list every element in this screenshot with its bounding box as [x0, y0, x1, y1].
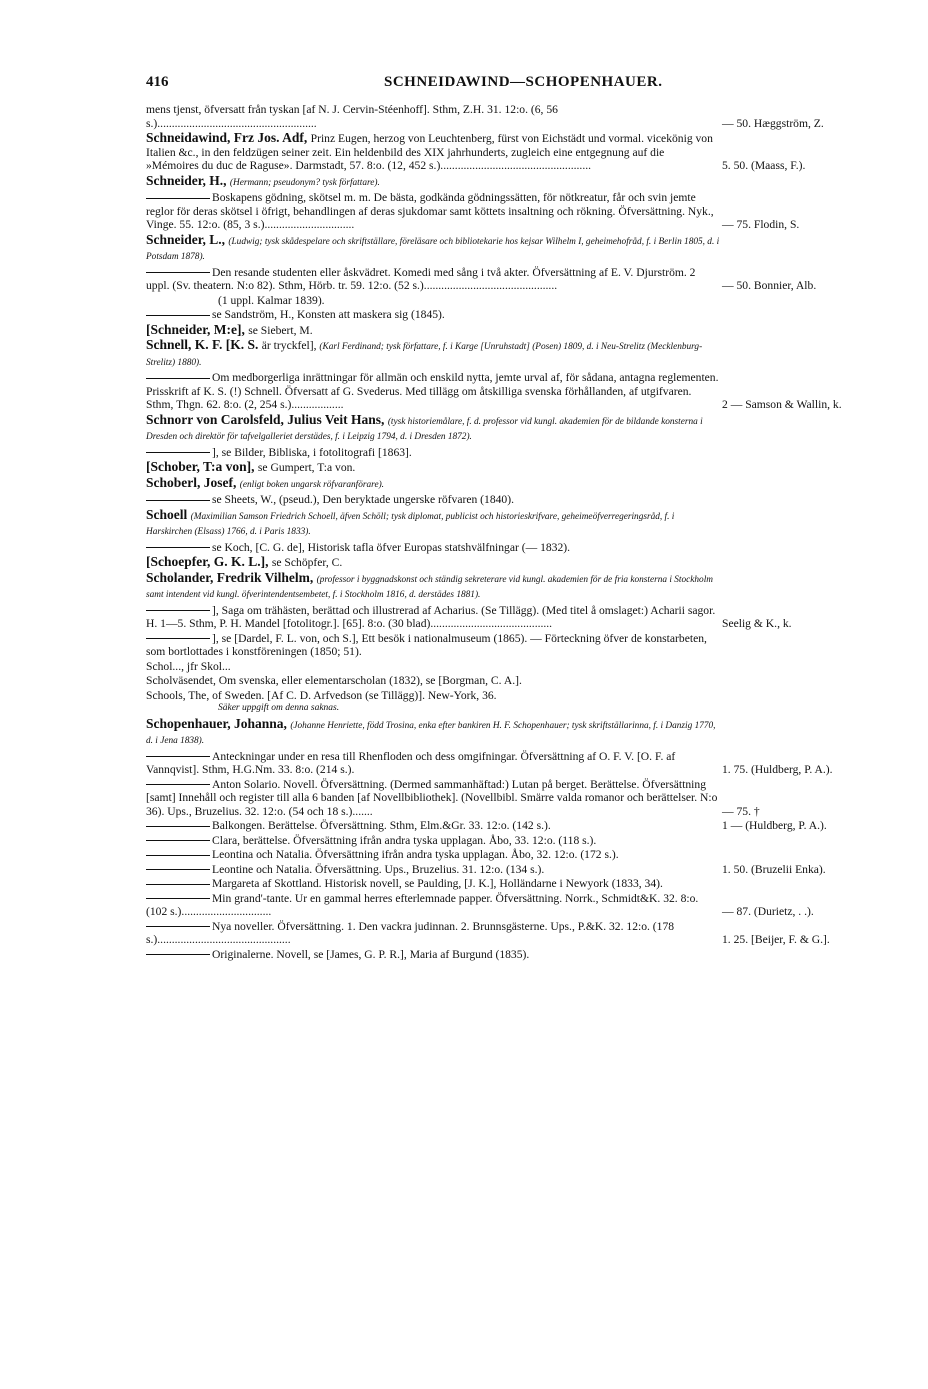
entry-text: se Sheets, W., (pseud.), Den beryktade ungerske röfvaren (1840). [212, 493, 514, 506]
catalog-entry [146, 920, 906, 947]
repeat-dash [146, 452, 210, 453]
catalog-entry [146, 571, 906, 603]
repeat-dash [146, 500, 210, 501]
repeat-dash [146, 198, 210, 199]
entry-text: Om medborgerliga inrättningar för allmän och enskild nytta, jemte urval af, för sådana, antagna reglementen. Prisskrift af K. S. (!) Schnell. Öfversatt af G. Svederus. Med tillägg om åtskilliga svenska förhållanden, af utgifvaren. Sthm, Thgn. 62. 8:o. (2, 254 s.).................. [146, 371, 719, 411]
entry-text: se Schöpfer, C. [271, 556, 343, 569]
entry-text: Leontine och Natalia. Öfversättning. Ups., Bruzelius. 31. 12:o. (134 s.). [212, 862, 545, 876]
price-publisher: — 87. (Durietz, . .). [722, 905, 814, 918]
repeat-dash [146, 954, 210, 955]
entry-text: ], se Bilder, Bibliska, i fotolitografi [1863]. [212, 445, 412, 459]
repeat-dash [146, 378, 210, 379]
entry-text: Anton Solario. Novell. Öfversättning. (Dermed sammanhäftad:) Lutan på berget. Berättelse. Öfversättning [samt] Innehåll och register till alla 6 banden [af Novellbibliothek]. (Novellbibl. Smärre valda romanor och berättelser. N:o 36). Ups., Bruzelius. 32. 12:o. (54 och 18 s.)....... [146, 777, 718, 818]
repeat-dash [146, 826, 210, 827]
repeat-dash [146, 756, 210, 757]
repeat-dash [146, 926, 210, 927]
repeat-dash [146, 547, 210, 548]
catalog-entry [146, 750, 906, 777]
entry-heading: Schneider, H., [146, 172, 230, 188]
entry-note: (Ludwig; tysk skådespelare och skriftställare, föreläsare och bibliotekarie hos kejsar Wilhelm I, geheimehofråd, f. i Berlin 1805, d. i Potsdam 1878). [146, 236, 720, 262]
catalog-entry [146, 371, 906, 412]
entry-text: är tryckfel], [261, 339, 320, 352]
catalog-entry [146, 174, 906, 191]
price-publisher: 1. 50. (Bruzelii Enka). [722, 862, 826, 876]
entry-note: (enligt boken ungarsk röfvaranförare). [239, 479, 385, 490]
catalog-entry [146, 323, 906, 338]
running-title: SCHNEIDAWIND—SCHOPENHAUER. [384, 74, 663, 90]
catalog-entry [146, 460, 906, 475]
catalog-entry [146, 674, 906, 688]
entry-remark: Säker uppgift om denna saknas. [218, 703, 340, 713]
entry-text: Den resande studenten eller åskvädret. Komedi med sång i två akter. Öfversättning af E. V. Djurström. 2 uppl. (Sv. theatern. N:o 82). Sthm, Hörb. tr. 59. 12:o. (52 s.).............................................. [146, 265, 696, 292]
catalog-entry [146, 476, 906, 493]
catalog-entry [146, 660, 906, 674]
entry-text: mens tjenst, öfversatt från tyskan [af N. J. Cervin-Stéenhoff]. Sthm, Z.H. 31. 12:o. (6, 56 s.)....................................................... [146, 103, 558, 130]
entry-note: (Johanne Henriette, född Trosina, enka efter bankiren H. F. Schopenhauer; tysk skriftställarinna, f. i Danzig 1770, d. i Jena 1838). [146, 720, 716, 746]
entry-text: Originalerne. Novell, se [James, G. P. R.], Maria af Burgund (1835). [212, 947, 530, 961]
entry-heading: Schneidawind, Frz Jos. Adf, [146, 130, 311, 145]
catalog-entry [146, 413, 906, 445]
entry-heading: [Schober, T:a von], [146, 459, 258, 474]
repeat-dash [146, 610, 210, 611]
entry-text: Schools, The, of Sweden. [Af C. D. Arfvedson (se Tillägg)]. New-York, 36. [146, 688, 497, 702]
entry-text: Prinz Eugen, herzog von Leuchtenberg, fürst von Eichstädt und vormal. vicekönig von Italien &c., in den feldzügen seiner zeit. Ein heldenbild des XIX jahrhunderts, zugleich eine entgegnung auf die »Mémoires du duc de Raguse». Darmstadt, 57. 8:o. (12, 452 s.).................................................... [146, 132, 713, 172]
entry-text: Nya noveller. Öfversättning. 1. Den vackra judinnan. 2. Brunnsgästerne. Ups., P.&K. 32. 12:o. (178 s.).............................................. [146, 919, 675, 946]
price-publisher: — 75. † [722, 804, 760, 818]
repeat-dash [146, 272, 210, 273]
entry-text: Scholväsendet, Om svenska, eller elementarscholan (1832), se [Borgman, C. A.]. [146, 674, 522, 687]
entry-text: Balkongen. Berättelse. Öfversättning. Sthm, Elm.&Gr. 33. 12:o. (142 s.). [212, 819, 551, 832]
catalog-entry [146, 834, 906, 848]
repeat-dash [146, 315, 210, 316]
entry-note: (tysk historiemålare, f. d. professor vid kungl. akademien för de bildande konsterna i Dresden och direktör för tafvelgalleriet derstädes, f. i Leipzig 1794, d. i Dresden 1872). [146, 416, 703, 442]
price-publisher: Seelig & K., k. [722, 617, 792, 630]
entry-heading: [Schneider, M:e], [146, 321, 249, 337]
entry-note: (Karl Ferdinand; tysk författare, f. i Karge [Unruhstadt] (Posen) 1809, d. i Neu-Strelitz (Mecklenburg-Strelitz) 1880). [146, 342, 703, 368]
catalog-entry [146, 892, 906, 919]
entry-text: Schol..., jfr Skol... [146, 659, 231, 673]
entry-heading: [Schoepfer, G. K. L.], [146, 554, 272, 569]
page-number: 416 [146, 74, 169, 90]
price-publisher: 2 — Samson & Wallin, k. [722, 398, 842, 411]
entry-text: Margareta af Skottland. Historisk novell, se Paulding, [J. K.], Holländarne i Newyork (1833, 34). [212, 877, 663, 890]
entry-note: (Maximilian Samson Friedrich Schoell, äfven Schöll; tysk diplomat, publicist och historieskrifvare, geheimeöfverregeringsråd, f. i Harskirchen (Elsass) 1766, d. i Paris 1833). [146, 511, 675, 537]
catalog-entry [146, 338, 906, 370]
price-publisher: 1. 25. [Beijer, F. & G.]. [722, 933, 830, 946]
entry-text: se Gumpert, T:a von. [257, 461, 356, 474]
catalog-entry [146, 778, 906, 819]
entry-text: se Koch, [C. G. de], Historisk tafla öfver Europas statshvälfningar (— 1832). [212, 540, 571, 554]
catalog-entry [146, 541, 906, 555]
price-publisher: — 50. Bonnier, Alb. [722, 279, 817, 292]
entry-text: se Siebert, M. [248, 323, 313, 337]
catalog-entry [146, 508, 906, 540]
page-header [146, 74, 906, 94]
price-publisher: 1 — (Huldberg, P. A.). [722, 819, 827, 832]
catalog-entry [146, 863, 906, 877]
entry-text: Leontina och Natalia. Öfversättning ifrån andra tyska upplagan. Åbo, 32. 12:o. (172 s.). [212, 848, 619, 861]
entry-text: ], se [Dardel, F. L. von, och S.], Ett besök i nationalmuseum (1865). — Förteckning öfver de konstarbeten, som bortlottades i konstföreningen (1850; 51). [146, 631, 707, 658]
entry-text: Anteckningar under en resa till Rhenfloden och dess omgifningar. Öfversättning af O. F. V. [O. F. af Vannqvist]. Sthm, H.G.Nm. 33. 8:o. (214 s.). [146, 749, 676, 776]
catalog-entry [146, 877, 906, 891]
price-publisher: — 50. Hæggström, Z. [722, 116, 824, 130]
catalog-entry [146, 948, 906, 962]
price-publisher: 1. 75. (Huldberg, P. A.). [722, 763, 833, 776]
entry-heading: Schneider, L., [146, 231, 229, 247]
entry-heading: Schnorr von Carolsfeld, Julius Veit Hans, [146, 411, 388, 427]
repeat-dash [146, 638, 210, 639]
catalog-entry [146, 717, 906, 749]
entry-text: Clara, berättelse. Öfversättning ifrån andra tyska upplagan. Åbo, 33. 12:o. (118 s.). [212, 833, 597, 847]
repeat-dash [146, 784, 210, 785]
catalog-entry [146, 689, 906, 716]
catalog-entry [146, 632, 906, 659]
catalog-entry [146, 819, 906, 833]
catalog-entry [146, 233, 906, 265]
entry-heading: Schoell [146, 506, 191, 522]
repeat-dash [146, 855, 210, 856]
catalog-entry [146, 131, 906, 173]
catalog-entry [146, 191, 906, 232]
price-publisher: 5. 50. (Maass, F.). [722, 159, 806, 172]
entry-heading: Schnell, K. F. [K. S. [146, 337, 262, 352]
catalog-entry [146, 848, 906, 862]
repeat-dash [146, 884, 210, 885]
repeat-dash [146, 869, 210, 870]
entry-note: (Hermann; pseudonym? tysk författare). [229, 177, 380, 188]
entry-text: Min grand'-tante. Ur en gammal herres efterlemnade papper. Öfversättning. Norrk., Schmidt&K. 32. 8:o. (102 s.)............................... [146, 891, 699, 918]
entry-text: Boskapens gödning, skötsel m. m. De bästa, godkända gödningssätten, för nötkreatur, får och svin jemte reglor för deras skötsel i öfrigt, behandlingen af deras sjukdomar samt köttets insaltning och rökning. Öfversättning. Nyk., Vinge. 55. 12:o. (85, 3 s.)............................... [146, 191, 714, 231]
price-publisher: — 75. Flodin, S. [722, 218, 800, 231]
entry-heading: Scholander, Fredrik Vilhelm, [146, 569, 317, 585]
entry-note: (professor i byggnadskonst och ständig sekreterare vid kungl. akademien för de fria konsterna i Stockholm samt intendent vid kungl. öfverintendentsembetet, f. i Stockholm 1816, d. derstädes 1881). [146, 574, 713, 600]
repeat-dash [146, 898, 210, 899]
catalog-entry [146, 308, 906, 322]
catalog-entry [146, 103, 906, 130]
entry-text: ], Saga om trähästen, berättad och illustrerad af Acharius. (Se Tillägg). (Med titel å omslaget:) Acharii sagor. H. 1—5. Sthm, P. H. Mandel [fotolitogr.]. [65]. 8:o. (30 blad).......................................... [146, 603, 716, 630]
catalog-entry [146, 446, 906, 460]
entry-text: (1 uppl. Kalmar 1839). [218, 293, 325, 307]
catalog-entry [146, 604, 906, 631]
entry-heading: Schoberl, Josef, [146, 474, 240, 490]
entry-heading: Schopenhauer, Johanna, [146, 715, 291, 731]
entry-list [146, 103, 906, 962]
repeat-dash [146, 840, 210, 841]
catalog-entry [146, 266, 906, 293]
catalog-entry [146, 555, 906, 570]
catalog-entry [146, 493, 906, 507]
catalog-entry [146, 294, 906, 308]
entry-text: se Sandström, H., Konsten att maskera sig (1845). [212, 308, 445, 321]
